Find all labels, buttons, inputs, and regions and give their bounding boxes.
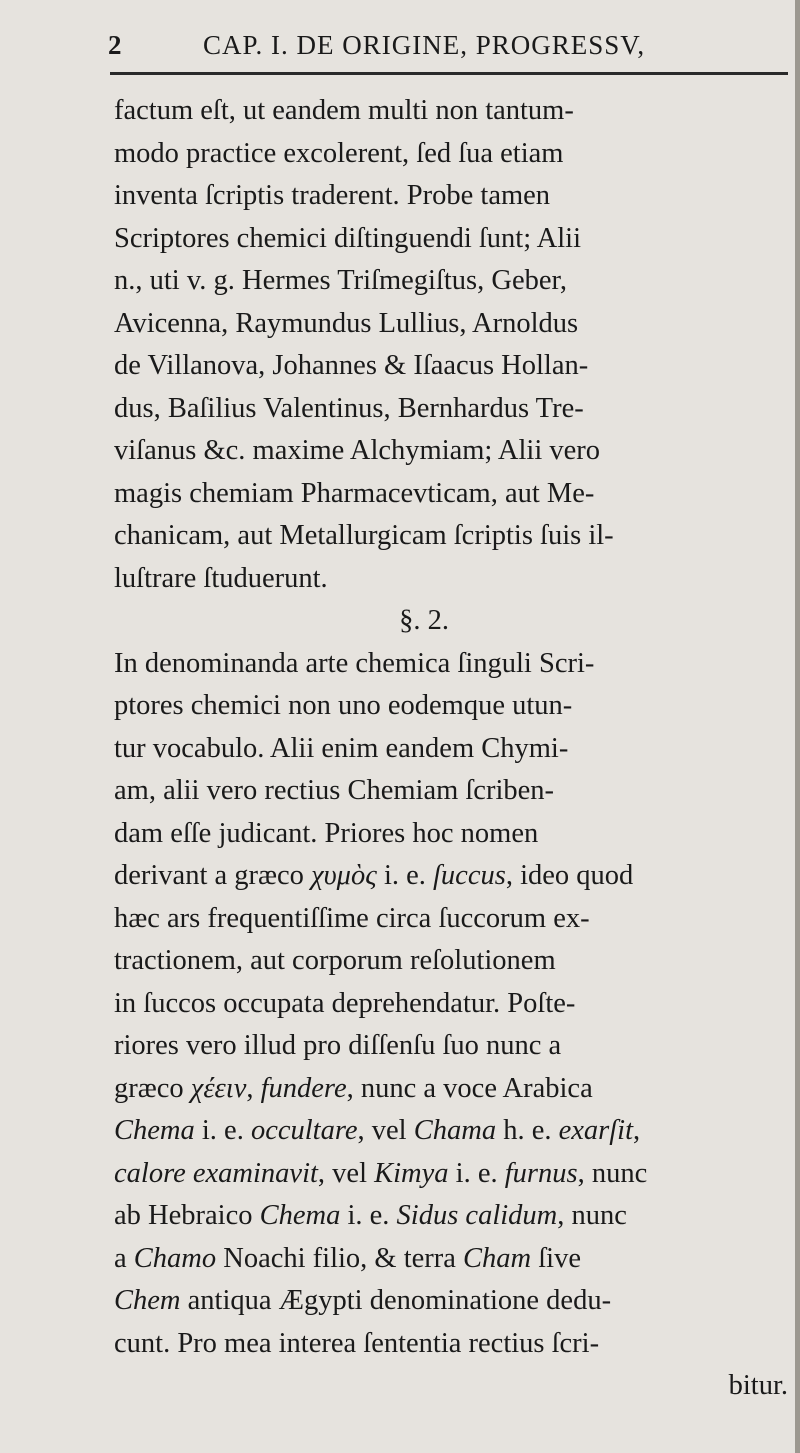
italic-word: fundere xyxy=(260,1072,347,1104)
section-mark: §. 2. xyxy=(399,605,449,636)
text-line xyxy=(114,1238,794,1281)
page-header xyxy=(108,30,708,70)
text-run: , ideo quod xyxy=(505,860,634,891)
italic-word: furnus xyxy=(504,1157,578,1189)
text-line: n., uti v. g. Hermes Triſmegiſtus, Geber, xyxy=(114,265,567,296)
text-run: , nunc xyxy=(577,1157,648,1189)
text-line xyxy=(114,1280,794,1323)
text-run: i. e. xyxy=(340,1200,397,1231)
text-run: i. e. xyxy=(376,860,434,891)
text-run: i. e. xyxy=(194,1115,251,1146)
text-run: , nunc xyxy=(557,1200,627,1231)
italic-word: Chamo xyxy=(133,1242,217,1274)
text-run: , xyxy=(246,1072,261,1104)
text-run: græco xyxy=(114,1072,191,1104)
text-line: Scriptores chemici diſtinguendi ſunt; Alii xyxy=(114,222,582,254)
text-line: hæc ars frequentiſſime circa ſuccorum ex- xyxy=(114,902,590,934)
text-line: magis chemiam Pharmacevticam, aut Me- xyxy=(114,477,595,509)
body-text xyxy=(114,90,794,1440)
text-line: de Villanova, Johannes & Iſaacus Hollan- xyxy=(114,350,589,381)
text-run: , vel xyxy=(317,1157,375,1189)
italic-word: Cham xyxy=(463,1242,532,1274)
greek-word: χέειν xyxy=(190,1072,247,1104)
text-line: Avicenna, Raymundus Lullius, Arnoldus xyxy=(114,307,579,339)
text-run: Noachi filio, & terra xyxy=(216,1242,464,1274)
text-line xyxy=(114,1153,794,1196)
text-line xyxy=(114,1195,794,1238)
page-number: 2 xyxy=(108,30,123,60)
italic-word: Chema xyxy=(259,1200,341,1231)
header-rule xyxy=(110,72,788,75)
italic-word: ſuccus xyxy=(433,860,506,891)
text-run: i. e. xyxy=(448,1157,505,1189)
text-run: ab Hebraico xyxy=(114,1200,260,1231)
text-line: modo practice excolerent, ſed ſua etiam xyxy=(114,137,564,169)
text-line: chanicam, aut Metallurgicam ſcriptis ſuis il- xyxy=(114,520,614,551)
text-line: tractionem, aut corporum reſolutionem xyxy=(114,945,556,976)
text-line: inventa ſcriptis traderent. Probe tamen xyxy=(114,180,551,211)
italic-word: Chem xyxy=(114,1285,181,1316)
italic-word: Chama xyxy=(413,1115,497,1146)
italic-word: Kimya xyxy=(374,1157,449,1189)
text-line: ptores chemici non uno eodemque utun- xyxy=(114,690,573,721)
text-run: derivant a græco xyxy=(114,860,312,891)
text-run: a xyxy=(114,1242,134,1274)
text-run: , xyxy=(633,1115,641,1146)
text-run: antiqua Ægypti denominatione dedu- xyxy=(180,1285,612,1316)
text-line: tur vocabulo. Alii enim eandem Chymi- xyxy=(114,732,569,764)
text-line: dam eſſe judicant. Priores hoc nomen xyxy=(114,817,539,849)
running-head: CAP. I. DE ORIGINE, PROGRESSV, xyxy=(203,30,646,60)
italic-word: Chema xyxy=(114,1115,195,1146)
text-line: viſanus &c. maxime Alchymiam; Alii vero xyxy=(114,435,601,466)
page-edge xyxy=(795,0,800,1453)
text-line xyxy=(114,855,794,898)
text-run: , vel xyxy=(357,1115,414,1146)
text-run: h. e. xyxy=(496,1115,559,1146)
text-line: factum eſt, ut eandem multi non tantum- xyxy=(114,95,574,126)
text-run: , nunc a voce Arabica xyxy=(346,1072,593,1104)
text-line xyxy=(114,1068,794,1111)
text-run: ſive xyxy=(531,1242,582,1274)
italic-word: occultare xyxy=(250,1115,358,1146)
text-line: am, alii vero rectius Chemiam ſcriben- xyxy=(114,775,555,806)
text-line: in ſuccos occupata deprehendatur. Poſte- xyxy=(114,987,576,1019)
italic-word: Sidus calidum xyxy=(396,1200,558,1231)
italic-word: exarſit xyxy=(558,1115,634,1146)
text-line xyxy=(114,1110,794,1153)
italic-word: calore examinavit xyxy=(114,1157,318,1189)
text-line: luſtrare ſtuduerunt. xyxy=(114,562,328,594)
text-line: In denominanda arte chemica ſinguli Scri- xyxy=(114,647,595,679)
text-line: dus, Baſilius Valentinus, Bernhardus Tre- xyxy=(114,392,584,424)
text-line: riores vero illud pro diſſenſu ſuo nunc a xyxy=(114,1030,562,1061)
greek-word: χυμὸς xyxy=(311,860,377,891)
final-word-line: bitur. xyxy=(728,1370,788,1401)
text-line: cunt. Pro mea interea ſententia rectius ſcri- xyxy=(114,1327,600,1359)
